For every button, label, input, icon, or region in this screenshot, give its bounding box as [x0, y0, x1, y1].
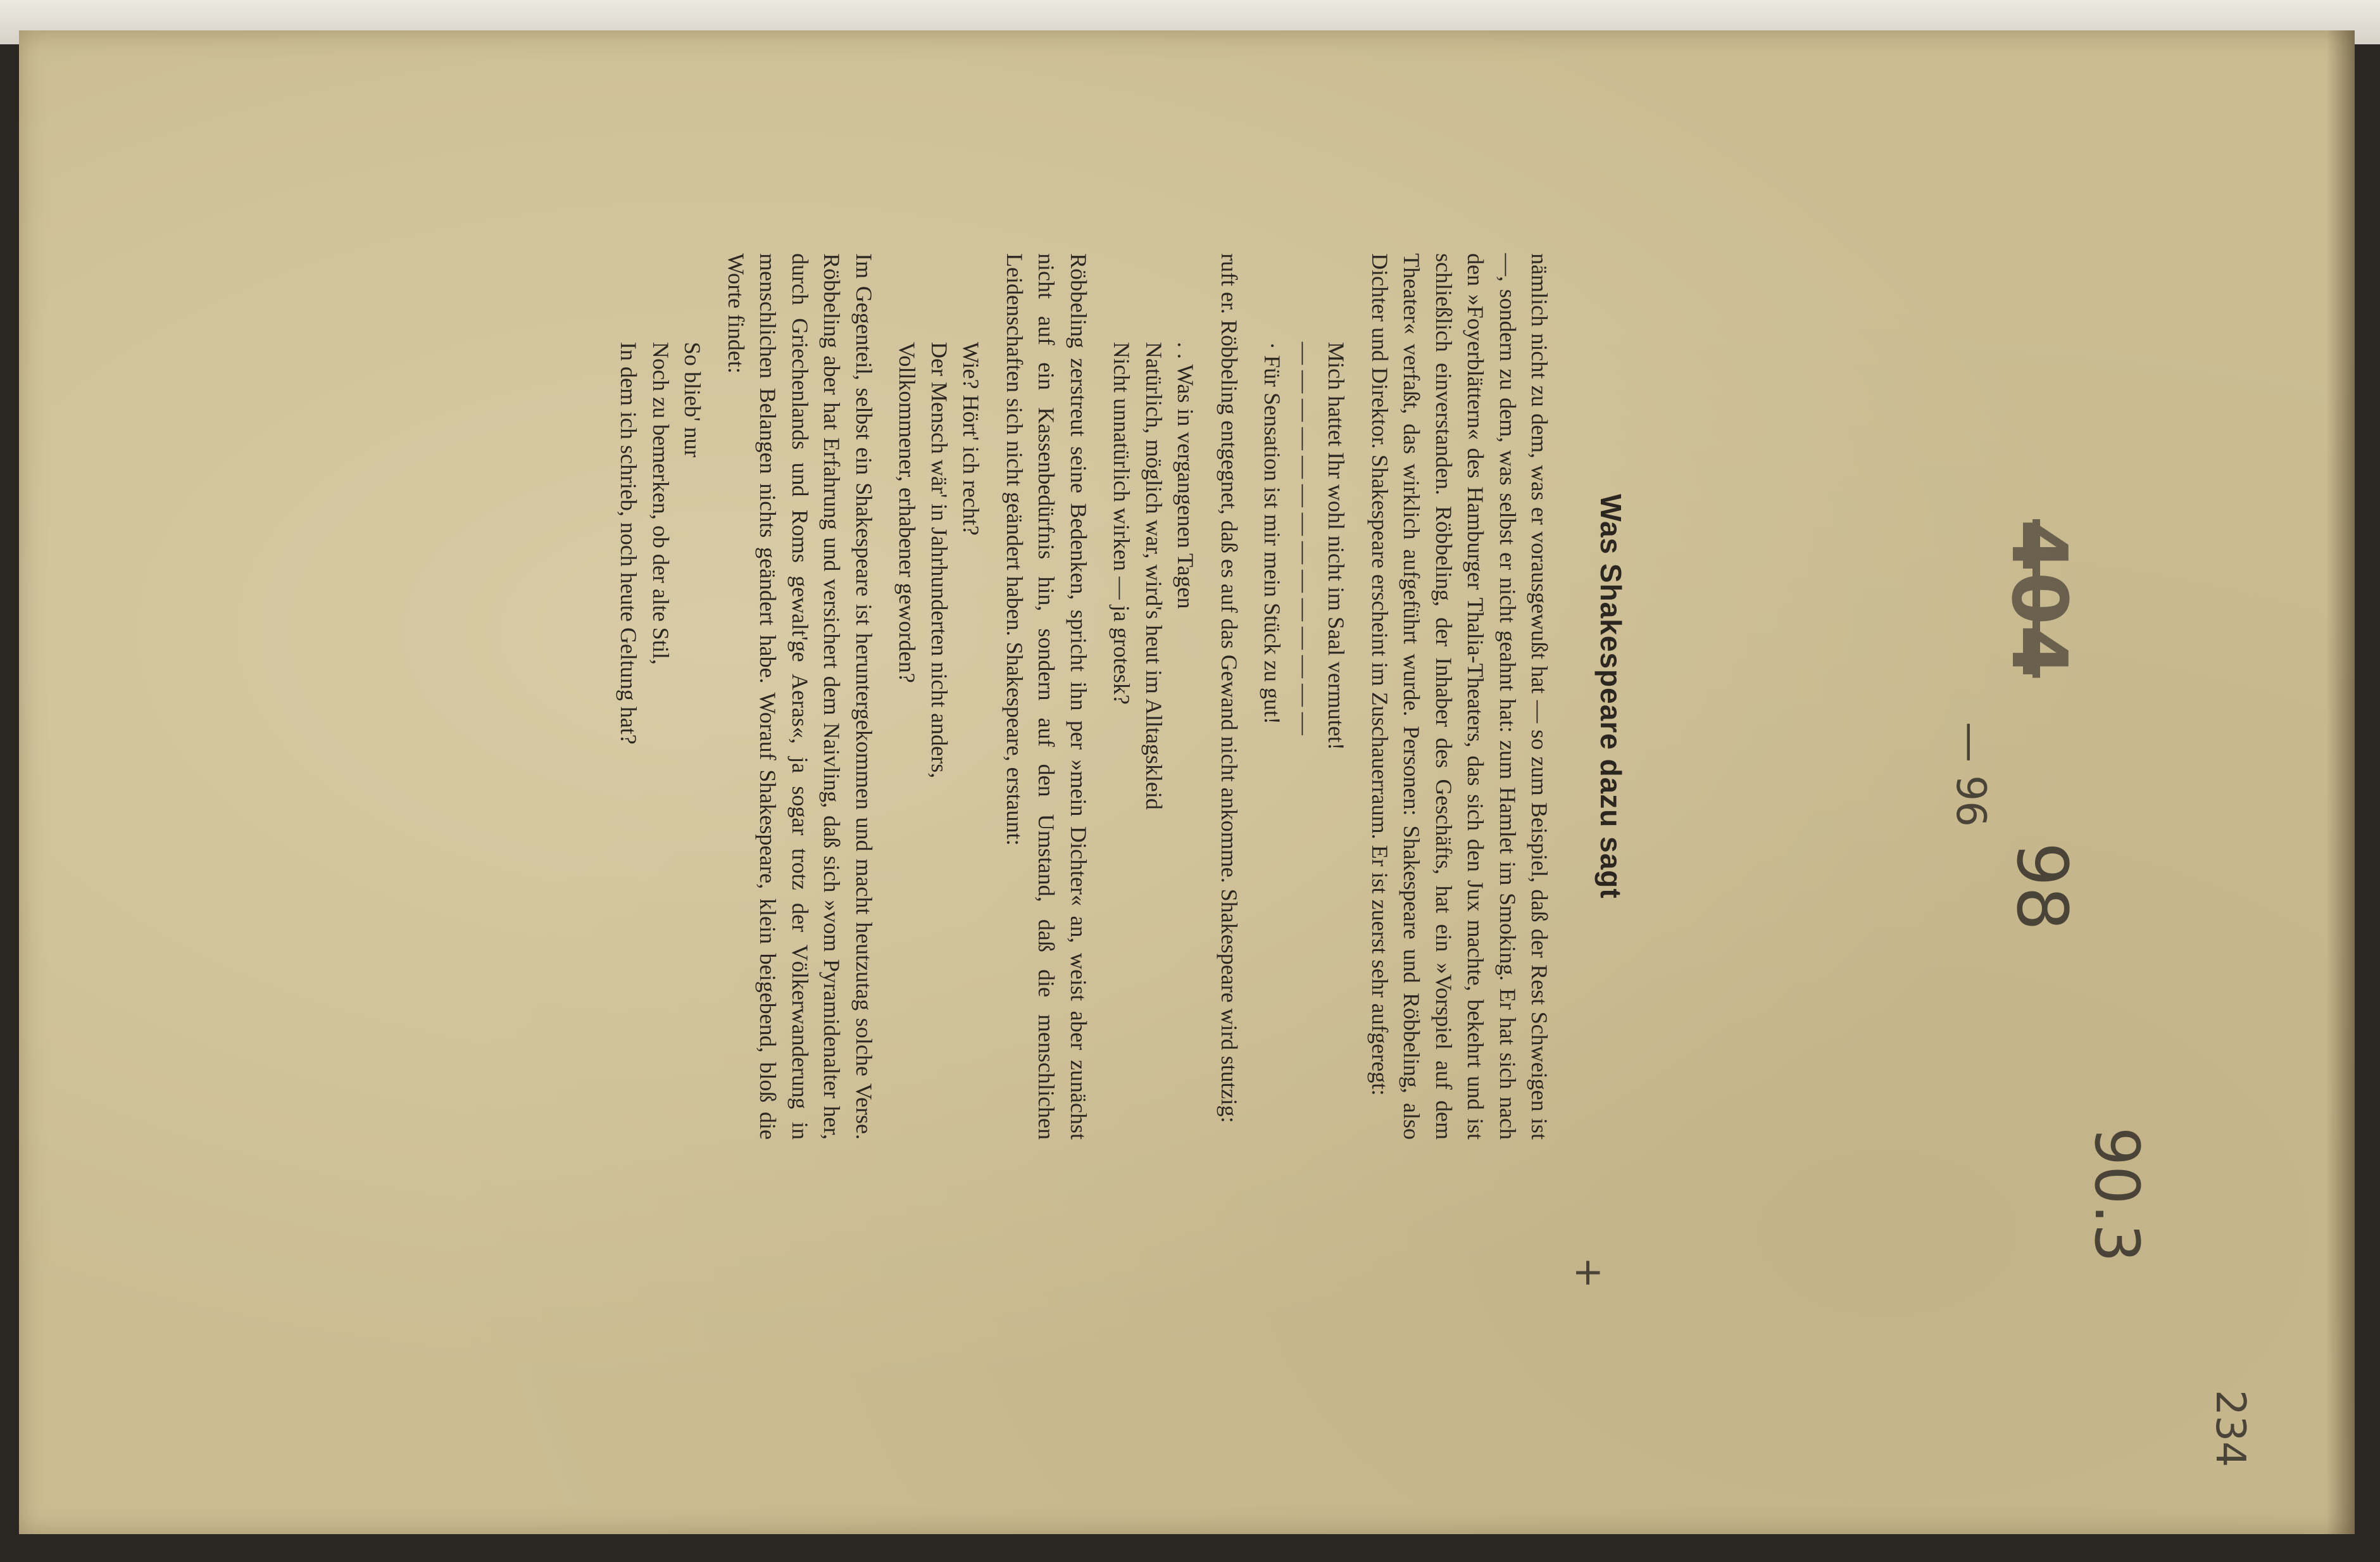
paragraph-3: Röbbeling zerstreut seine Bedenken, spricht ihn per »mein Dichter« an, weist aber zunächst nicht auf ein Kassenbedürfnis hin, sondern auf den Umstand, daß die menschlichen Leidenschaften sich nicht geändert haben. Shakespeare, erstaunt:: [1002, 253, 1091, 1140]
page-note-annotation: 98: [2001, 842, 2082, 931]
verse-line: Der Mensch wär' in Jahrhunderten nicht anders,: [927, 342, 952, 779]
verse-1: [1256, 342, 1353, 1140]
article-title: Was Shakespeare dazu sagt: [1594, 494, 1627, 899]
folio-number-annotation: 234: [2207, 1390, 2253, 1468]
page-shadow: [2326, 30, 2355, 1534]
verse-3: [891, 342, 987, 1140]
side-number-annotation: 90.3: [2081, 1127, 2152, 1263]
verse-line: Noch zu bemerken, ob der alte Stil,: [648, 342, 673, 665]
paragraph-2: ruft er. Röbbeling entgegnet, daß es auf das Gewand nicht ankomme. Shakespeare wird stutzig:: [1217, 253, 1242, 1123]
verse-line: So blieb' nur: [680, 342, 706, 458]
dash-note-annotation: — 96: [1947, 722, 1994, 827]
verse-line: In dem ich schrieb, noch heute Geltung hat?: [616, 342, 642, 745]
paragraph-4: Im Gegenteil, selbst ein Shakespeare ist heruntergekommen und macht heutzutag solche Verse. Röbbeling aber hat Erfahrung und versichert dem Naivling, daß sich »vom Pyramidenalter her, durch Griechenlands und Roms gewalt'ge Aeras«, ja sogar trotz der Völkerwanderung in menschlichen Belangen nichts geändert habe. Worauf Shakespeare, klein beigebend, bloß die Worte findet:: [723, 253, 877, 1140]
verse-line: Wie? Hört' ich recht?: [958, 342, 984, 536]
verse-2: [1106, 342, 1202, 1140]
verse-line: . . Was in vergangenen Tagen: [1173, 342, 1199, 609]
verse-line: — — — — — — — — — — — — — —: [1292, 342, 1317, 735]
verse-4: [613, 342, 709, 1140]
verse-line: Nicht unnatürlich wirken — ja grotesk?: [1109, 342, 1135, 705]
verse-line: Natürlich, möglich war, wird's heut im Alltagskleid: [1141, 342, 1167, 810]
plus-mark-annotation: +: [1567, 1257, 1611, 1289]
struck-number-annotation: 404: [1995, 519, 2082, 678]
article-text-rotated: [557, 253, 1627, 1140]
verse-line: Mich hattet Ihr wohl nicht im Saal vermutet!: [1324, 342, 1350, 750]
verse-line: Vollkommener, erhabener geworden?: [894, 342, 920, 683]
verse-line: · Für Sensation ist mir mein Stück zu gut!: [1260, 342, 1286, 724]
paragraph-1: nämlich nicht zu dem, was er vorausgewußt hat — so zum Beispiel, daß der Rest Schweigen ist —, sondern zu dem, was selbst er nicht geahnt hat: zum Hamlet im Smoking. Er hat sich nach den »Foyerblättern« des Hamburger Thalia-Theaters, das sich den Jux machte, bekehrt und ist schließlich einverstanden. Röbbeling, der Inhaber des Geschäfts, hat ein »Vorspiel auf dem Theater« verfaßt, das wirklich aufgeführt wurde. Personen: Shakespeare und Röbbeling, also Dichter und Direktor. Shakespeare erscheint im Zuschauerraum. Er ist zuerst sehr aufgeregt:: [1367, 253, 1553, 1140]
